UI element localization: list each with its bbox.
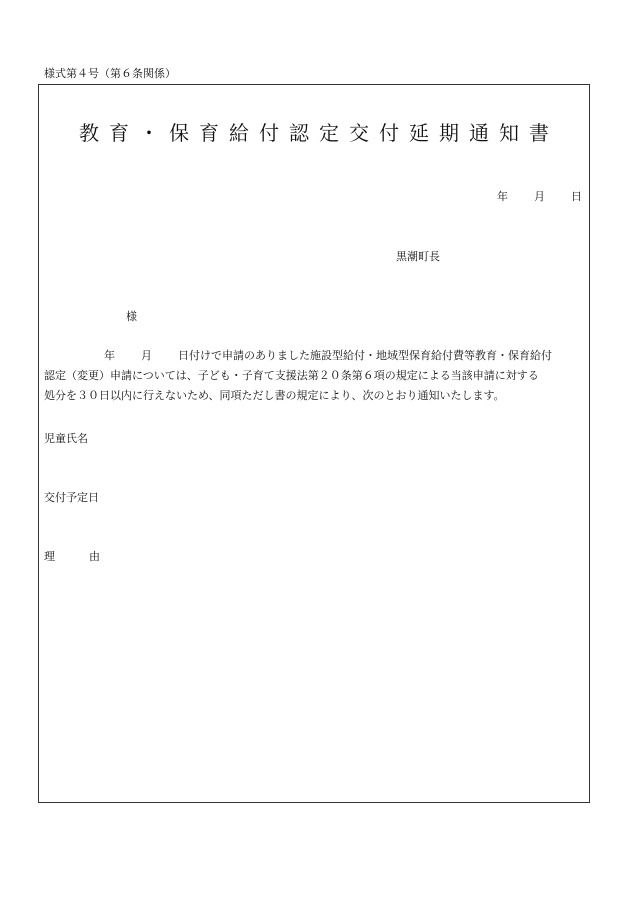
- reason-label-char-2: 由: [89, 550, 100, 563]
- body-line-3: 処分を３０日以内に行えないため、同項ただし書の規定により、次のとおり通知いたします。: [44, 389, 505, 402]
- document-title: 教育・保育給付認定交付延期通知書: [79, 121, 559, 145]
- date-line: [497, 188, 582, 204]
- issue-date-label: 交付予定日: [44, 491, 99, 504]
- body-month-label: 月: [141, 349, 152, 362]
- notice-body: [44, 346, 584, 406]
- date-month-label: 月: [534, 190, 545, 203]
- issuer-name: 黒潮町長: [396, 250, 440, 263]
- date-year-label: 年: [497, 190, 508, 203]
- body-line-2: 認定（変更）申請については、子ども・子育て支援法第２０条第６項の規定による当該申請に対する: [44, 369, 539, 382]
- reason-label: [44, 548, 100, 564]
- form-number-label: 様式第４号（第６条関係）: [44, 67, 176, 80]
- addressee-honorific: 様: [126, 310, 137, 323]
- body-line-1-text: 日付けで申請のありました施設型給付・地域型保育給付費等教育・保育給付: [178, 349, 552, 362]
- child-name-label: 児童氏名: [44, 432, 88, 445]
- body-year-label: 年: [104, 349, 115, 362]
- body-line-1: [44, 346, 584, 366]
- reason-label-char-1: 理: [44, 550, 55, 563]
- date-day-label: 日: [571, 190, 582, 203]
